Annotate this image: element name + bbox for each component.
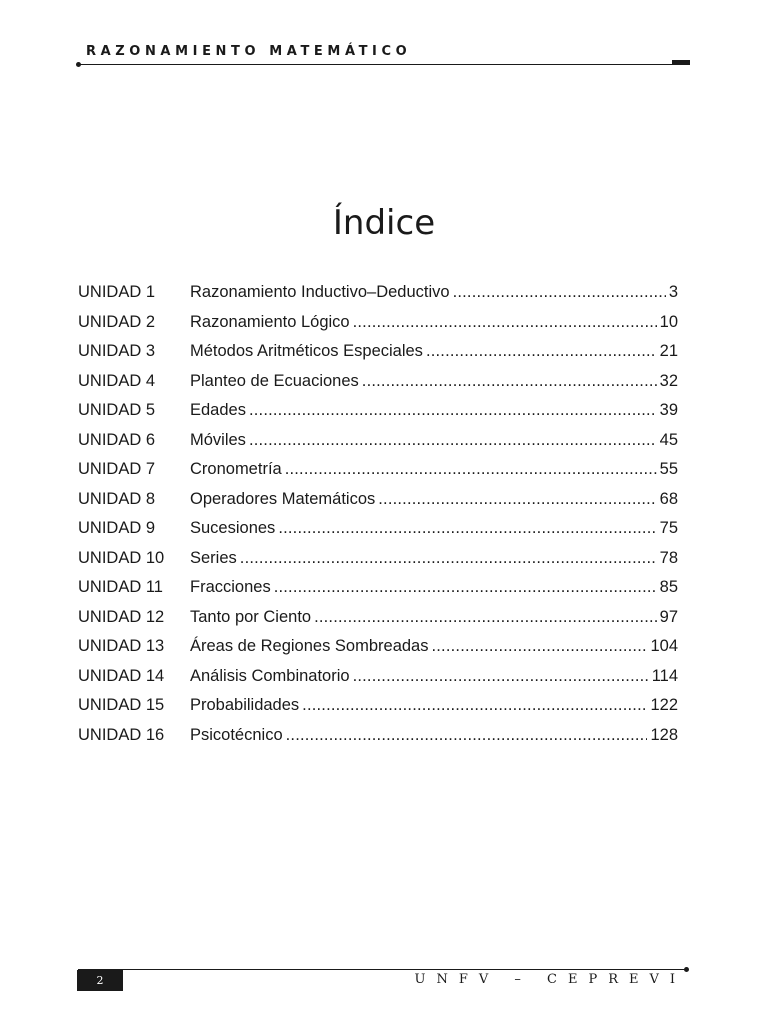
toc-entry-title: Fracciones bbox=[190, 578, 271, 596]
page-number: 2 bbox=[96, 974, 104, 987]
toc-row bbox=[78, 429, 678, 459]
toc-row bbox=[78, 576, 678, 606]
toc-page-number: 85 bbox=[659, 578, 678, 596]
toc-page-number: 39 bbox=[659, 401, 678, 419]
toc-dot-leader bbox=[240, 547, 657, 569]
toc-dot-leader bbox=[249, 429, 657, 451]
toc-dot-leader bbox=[286, 724, 648, 746]
toc-entry bbox=[190, 399, 678, 421]
toc-entry-title: Razonamiento Lógico bbox=[190, 312, 350, 331]
toc-page-number: 55 bbox=[659, 460, 678, 478]
header-rule-bar bbox=[672, 60, 690, 64]
toc-dot-leader bbox=[249, 399, 657, 421]
toc-unit-label: UNIDAD 4 bbox=[78, 371, 156, 390]
toc-page-number: 45 bbox=[659, 430, 678, 449]
toc-entry-title: Cronometría bbox=[190, 460, 282, 478]
page-title: Índice bbox=[332, 203, 436, 243]
toc-unit-label: UNIDAD 10 bbox=[78, 548, 165, 567]
toc-dot-leader bbox=[431, 635, 647, 657]
toc-page-number: 97 bbox=[659, 607, 678, 626]
toc-dot-leader bbox=[285, 458, 657, 480]
toc-entry bbox=[190, 635, 678, 657]
toc-entry-title: Métodos Aritméticos Especiales bbox=[190, 342, 423, 360]
toc-row bbox=[78, 665, 678, 695]
toc-row bbox=[78, 517, 678, 547]
toc-page-number: 32 bbox=[659, 371, 678, 390]
toc-row bbox=[78, 399, 678, 429]
toc-row bbox=[78, 547, 678, 577]
toc-unit-label: UNIDAD 12 bbox=[78, 607, 165, 626]
toc-unit-label: UNIDAD 16 bbox=[78, 725, 165, 744]
toc-page-number: 78 bbox=[659, 548, 678, 567]
header-rule bbox=[78, 64, 690, 65]
toc-entry bbox=[190, 370, 678, 392]
toc-unit-label: UNIDAD 11 bbox=[78, 578, 163, 596]
toc-unit-label: UNIDAD 1 bbox=[78, 283, 156, 301]
toc-unit-label: UNIDAD 2 bbox=[78, 312, 156, 331]
toc-page-number: 122 bbox=[650, 696, 678, 714]
toc-row bbox=[78, 694, 678, 724]
toc-entry-title: Probabilidades bbox=[190, 696, 300, 714]
toc-page-number: 104 bbox=[650, 637, 678, 655]
toc-entry-title: Razonamiento Inductivo–Deductivo bbox=[190, 283, 450, 301]
toc-unit-label: UNIDAD 14 bbox=[78, 666, 165, 685]
toc-entry-title: Sucesiones bbox=[190, 519, 276, 537]
toc-dot-leader bbox=[362, 370, 657, 392]
toc-dot-leader bbox=[302, 694, 647, 716]
toc-page-number: 10 bbox=[659, 312, 678, 331]
toc-entry bbox=[190, 576, 678, 598]
toc-dot-leader bbox=[426, 340, 657, 362]
toc-dot-leader bbox=[353, 665, 649, 687]
table-of-contents bbox=[78, 281, 678, 753]
toc-dot-leader bbox=[314, 606, 657, 628]
toc-dot-leader bbox=[278, 517, 656, 539]
toc-entry bbox=[190, 429, 678, 451]
toc-row bbox=[78, 281, 678, 311]
toc-dot-leader bbox=[274, 576, 657, 598]
toc-page-number: 3 bbox=[668, 283, 678, 301]
toc-entry bbox=[190, 458, 678, 480]
toc-entry-title: Tanto por Ciento bbox=[190, 607, 312, 626]
toc-page-number: 128 bbox=[650, 725, 678, 744]
toc-row bbox=[78, 311, 678, 341]
toc-entry-title: Operadores Matemáticos bbox=[190, 489, 376, 508]
toc-unit-label: UNIDAD 8 bbox=[78, 489, 156, 508]
toc-dot-leader bbox=[353, 311, 657, 333]
toc-entry bbox=[190, 488, 678, 510]
toc-entry-title: Análisis Combinatorio bbox=[190, 666, 350, 685]
toc-unit-label: UNIDAD 13 bbox=[78, 637, 165, 655]
toc-page-number: 75 bbox=[659, 519, 678, 537]
toc-entry bbox=[190, 694, 678, 716]
toc-unit-label: UNIDAD 15 bbox=[78, 696, 165, 714]
toc-row bbox=[78, 606, 678, 636]
toc-row bbox=[78, 635, 678, 665]
toc-entry bbox=[190, 340, 678, 362]
toc-entry bbox=[190, 517, 678, 539]
toc-page-number: 68 bbox=[659, 489, 678, 508]
footer-institution: UNFV – CEPREVI bbox=[414, 972, 686, 987]
toc-row bbox=[78, 488, 678, 518]
toc-entry bbox=[190, 665, 678, 687]
toc-unit-label: UNIDAD 5 bbox=[78, 401, 156, 419]
toc-entry bbox=[190, 281, 678, 303]
page-number-box bbox=[77, 970, 123, 991]
toc-entry bbox=[190, 724, 678, 746]
toc-unit-label: UNIDAD 6 bbox=[78, 430, 156, 449]
toc-page-number: 114 bbox=[651, 666, 678, 685]
footer-rule bbox=[78, 969, 688, 970]
toc-row bbox=[78, 370, 678, 400]
toc-entry-title: Edades bbox=[190, 401, 246, 419]
toc-unit-label: UNIDAD 9 bbox=[78, 519, 156, 537]
toc-row bbox=[78, 340, 678, 370]
toc-row bbox=[78, 458, 678, 488]
toc-row bbox=[78, 724, 678, 754]
toc-entry-title: Áreas de Regiones Sombreadas bbox=[190, 637, 429, 655]
toc-entry bbox=[190, 606, 678, 628]
running-header-title: RAZONAMIENTO MATEMÁTICO bbox=[86, 44, 412, 59]
toc-entry-title: Series bbox=[190, 548, 237, 567]
toc-entry-title: Planteo de Ecuaciones bbox=[190, 371, 359, 390]
toc-page-number: 21 bbox=[659, 342, 678, 360]
toc-entry bbox=[190, 547, 678, 569]
toc-dot-leader bbox=[378, 488, 656, 510]
toc-entry-title: Psicotécnico bbox=[190, 725, 283, 744]
toc-unit-label: UNIDAD 3 bbox=[78, 342, 156, 360]
toc-entry-title: Móviles bbox=[190, 430, 246, 449]
toc-unit-label: UNIDAD 7 bbox=[78, 460, 156, 478]
toc-dot-leader bbox=[453, 281, 666, 303]
toc-entry bbox=[190, 311, 678, 333]
